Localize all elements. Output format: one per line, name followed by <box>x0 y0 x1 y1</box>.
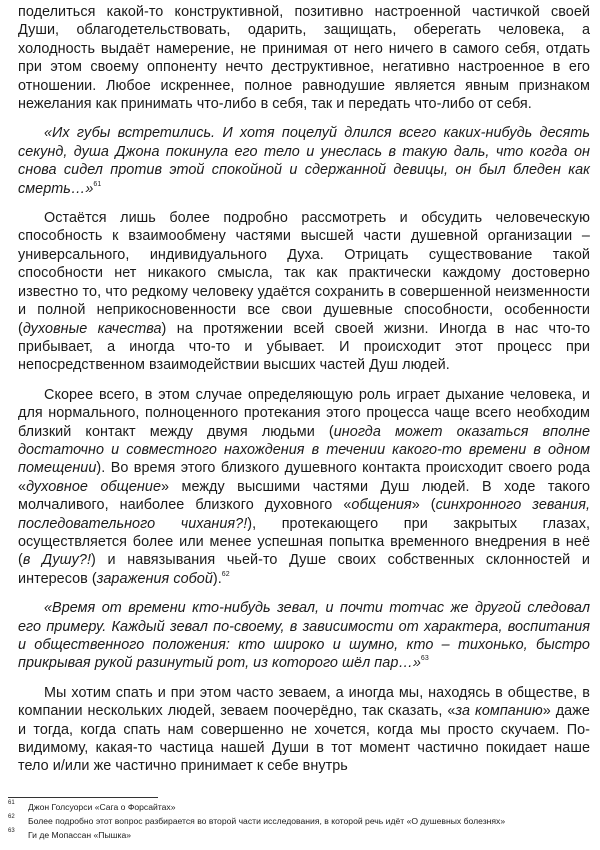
footnote-ref: 62 <box>221 570 230 578</box>
footnote-text: Ги де Мопассан «Пышка» <box>28 830 132 840</box>
text-run: Мы хотим спать и при этом часто зеваем, а иногда мы, находясь в обществе, в компании нескольких людей, зеваем поочерёдно, так сказать, « <box>18 684 590 720</box>
quote-paragraph <box>18 124 590 198</box>
body-paragraph <box>18 3 590 113</box>
footnote-text: Более подробно этот вопрос разбирается во второй части исследования, в которой речь идёт «О душевных болезнях» <box>28 816 506 826</box>
italic-run: духовное общение <box>26 478 162 495</box>
text-run: Остаётся лишь более подробно рассмотреть и обсудить человеческую способность к взаимообмену частями высшей части душевной организации – универсального, индивидуального Духа. Отрицать существование такой способности нет никакого смысла, так как практически каждому достоверно известно то, что редкому человеку удаётся сохранить в совершенной неизменности и полной неприкосновенности все свои душевные способности, особенности ( <box>18 210 590 337</box>
text-run: ), протекающего при закрытых глазах, осуществляется более или менее успешная попытка временного внедрения в неё ( <box>18 515 590 569</box>
italic-run: общения <box>351 497 412 514</box>
text-run: » между высшими частями Душ людей. В ходе такого молчаливого, наиболее близкого духовного « <box>18 478 590 514</box>
footnote-text: Джон Голсуорси «Сага о Форсайтах» <box>28 802 176 812</box>
italic-run: за компанию <box>455 703 543 720</box>
italic-run: в Душу?! <box>22 552 91 569</box>
text-run: «Их губы встретились. И хотя поцелуй длился всего каких-нибудь десять секунд, душа Джона покинула его тело и унеслась в такую даль, что когда он снова сидел против этой спокойной и сдержанной девицы, он был бледен как смерть…» <box>18 125 590 197</box>
text-run: поделиться какой-то конструктивной, позитивно настроенной частичкой своей Души, облагодетельствовать, одарить, защищать, оберегать человека, а холодность выдаёт намерение, не принимая от него ничего в самого себя, отдать при этом своему оппоненту нечто деструктивное, негативно настроенное в его отношении. Любое искреннее, полное равнодушие является явным признаком нежелания как принимать что-либо в себя, так и передать что-либо от себя. <box>18 4 590 113</box>
text-run: » ( <box>411 497 436 514</box>
body-paragraph <box>18 684 590 776</box>
body-text <box>18 3 590 787</box>
text-run: » даже и тогда, когда спать нам совершенно не хочется, когда мы просто скучаем. По-видимому, какая-то частица нашей Души в тот момент частично покидает наше тело и/или же частично принимает к себе внутрь <box>18 703 590 775</box>
quote-paragraph <box>18 599 590 673</box>
footnote-divider <box>8 797 158 798</box>
footnote: 62 Более подробно этот вопрос разбирается во второй части исследования, в которой речь идёт «О душевных болезнях» <box>8 814 506 826</box>
italic-run: синхронного зевания, последовательного чихания?! <box>18 497 590 532</box>
italic-run: заражения собой <box>96 570 213 587</box>
italic-run: иногда может оказаться вполне достаточно и совместного нахождения в течении какого-то времени в одном помещении <box>18 423 591 477</box>
text-run: ) на протяжении всей своей жизни. Иногда в нас что-то прибывает, а иногда что-то и убывает. И происходит этот процесс при непосредственном взаимодействии высших частей Душ людей. <box>18 320 590 374</box>
text-run: ) и навязывания чьей-то Душе своих собственных склонностей и интересов ( <box>18 552 591 587</box>
text-run: ). Во время этого близкого душевного контакта происходит своего рода « <box>18 460 590 495</box>
footnotes <box>8 800 596 842</box>
text-run: «Время от времени кто-нибудь зевал, и почти тотчас же другой следовал его примеру. Каждый зевал по-своему, в зависимости от характера, воспитания и общественного положения: кто широко и шумно, кто – тихонько, быстро прикрывая рукой разинутый рот, из которого шёл пар…» <box>18 600 590 672</box>
footnote-ref: 63 <box>420 655 429 663</box>
italic-run: духовные качества <box>22 320 162 337</box>
footnote: 63 Ги де Мопассан «Пышка» <box>8 828 132 840</box>
body-paragraph <box>18 209 590 375</box>
text-run: Скорее всего, в этом случае определяющую роль играет дыхание человека, и для нормального, полноценного протекания этого процесса чаще всего необходим близкий контакт между двумя людьми ( <box>18 386 590 440</box>
text-run: ). <box>212 570 222 587</box>
footnote: 61 Джон Голсуорси «Сага о Форсайтах» <box>8 800 176 812</box>
footnote-ref: 61 <box>93 180 102 188</box>
body-paragraph <box>18 386 590 588</box>
